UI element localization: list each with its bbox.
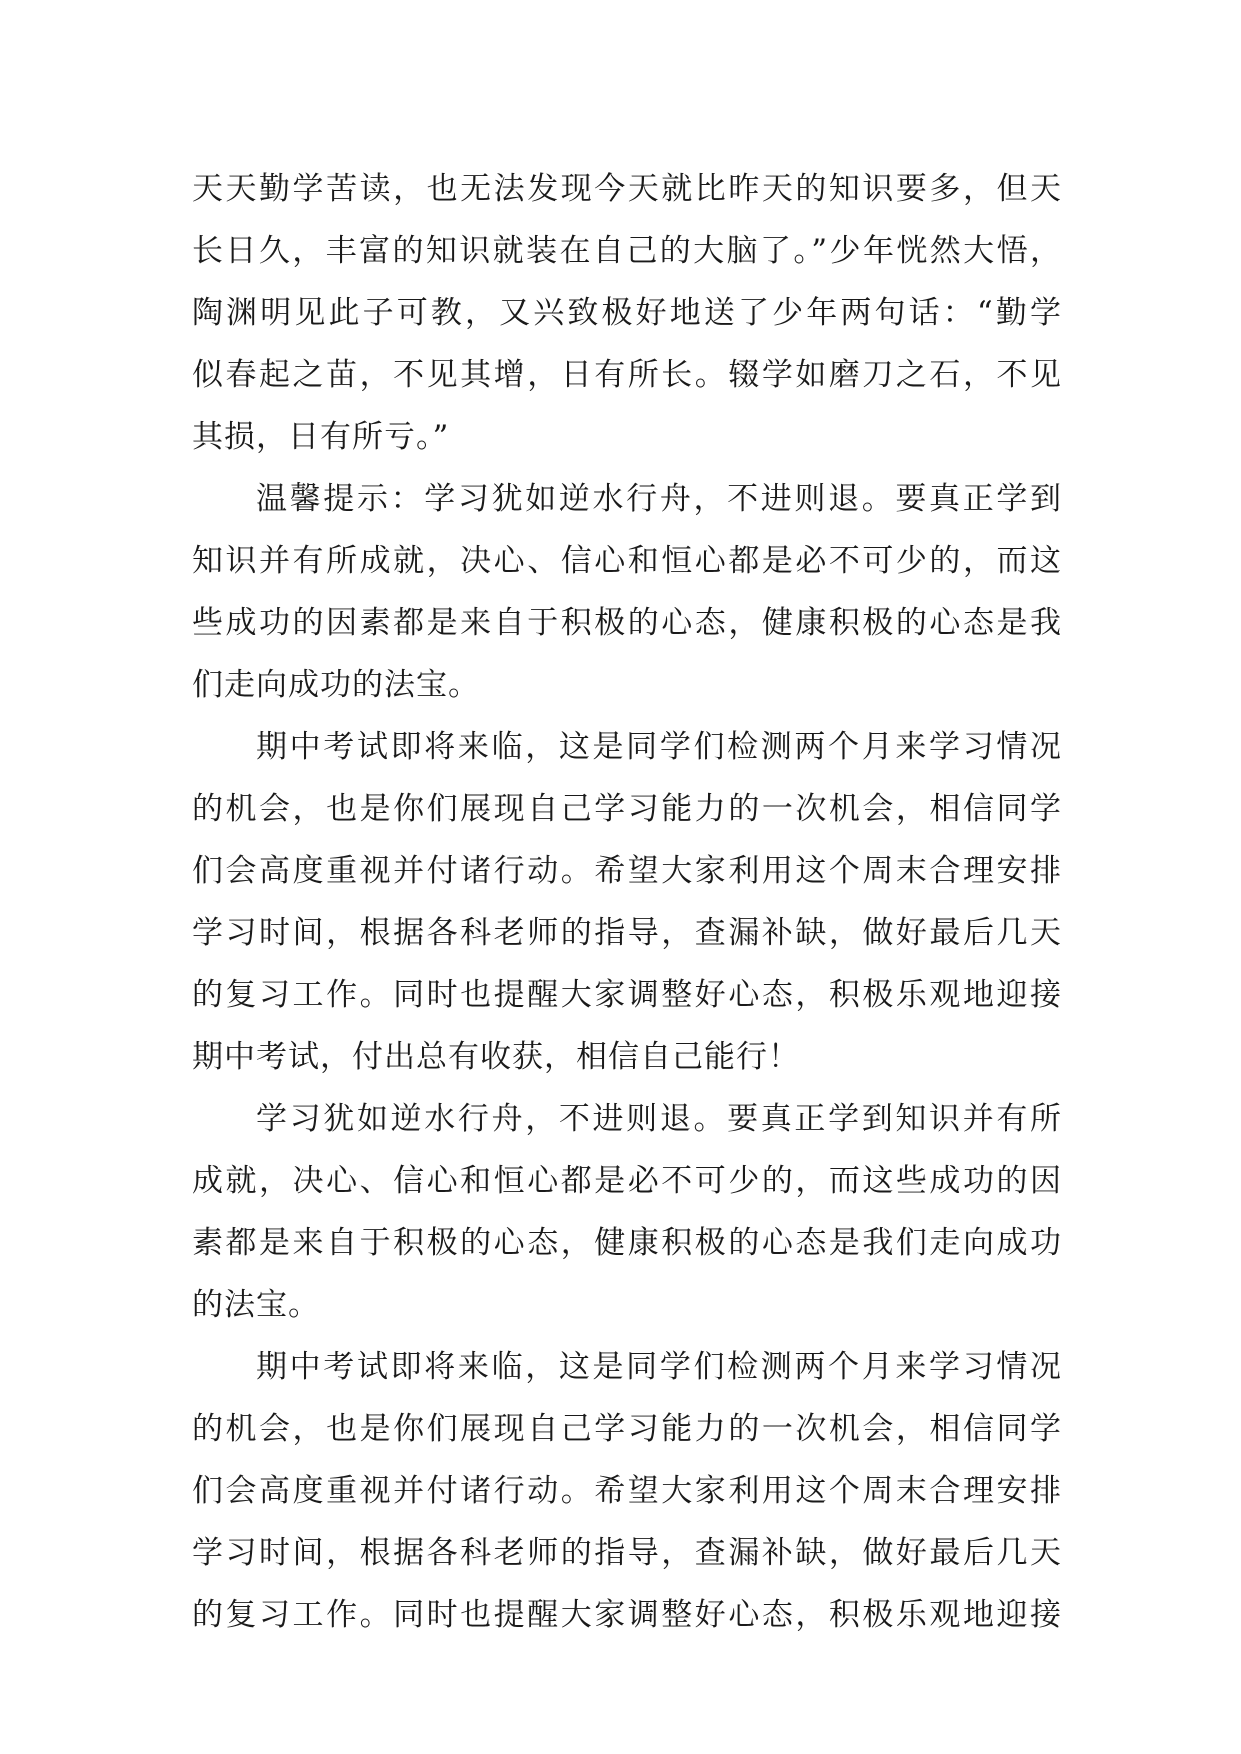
text-line: 们会高度重视并付诸行动。希望大家利用这个周末合理安排 — [192, 1473, 1062, 1509]
text-line: 期中考试，付出总有收获，相信自己能行！ — [192, 1039, 800, 1075]
text-line: 的复习工作。同时也提醒大家调整好心态，积极乐观地迎接 — [192, 1597, 1062, 1633]
text-line: 素都是来自于积极的心态，健康积极的心态是我们走向成功 — [192, 1225, 1062, 1261]
text-line: 们走向成功的法宝。 — [192, 667, 480, 703]
text-line: 些成功的因素都是来自于积极的心态，健康积极的心态是我 — [192, 605, 1062, 641]
text-line: 学习犹如逆水行舟，不进则退。要真正学到知识并有所 — [256, 1101, 1062, 1137]
text-line: 其损，日有所亏。” — [192, 419, 450, 455]
text-line: 们会高度重视并付诸行动。希望大家利用这个周末合理安排 — [192, 853, 1062, 889]
text-line: 天天勤学苦读，也无法发现今天就比昨天的知识要多，但天 — [192, 171, 1062, 207]
text-line: 期中考试即将来临，这是同学们检测两个月来学习情况 — [256, 729, 1062, 765]
text-line: 温馨提示：学习犹如逆水行舟，不进则退。要真正学到 — [256, 481, 1062, 517]
text-line: 的机会，也是你们展现自己学习能力的一次机会，相信同学 — [192, 791, 1062, 827]
text-line: 知识并有所成就，决心、信心和恒心都是必不可少的，而这 — [192, 543, 1062, 579]
text-line: 的复习工作。同时也提醒大家调整好心态，积极乐观地迎接 — [192, 977, 1062, 1013]
text-line: 学习时间，根据各科老师的指导，查漏补缺，做好最后几天 — [192, 1535, 1062, 1571]
text-line: 陶渊明见此子可教，又兴致极好地送了少年两句话：“勤学 — [192, 295, 1062, 331]
text-line: 的机会，也是你们展现自己学习能力的一次机会，相信同学 — [192, 1411, 1062, 1447]
text-line: 期中考试即将来临，这是同学们检测两个月来学习情况 — [256, 1349, 1062, 1385]
text-line: 学习时间，根据各科老师的指导，查漏补缺，做好最后几天 — [192, 915, 1062, 951]
text-line: 似春起之苗，不见其增，日有所长。辍学如磨刀之石，不见 — [192, 357, 1062, 393]
text-line: 成就，决心、信心和恒心都是必不可少的，而这些成功的因 — [192, 1163, 1062, 1199]
text-line: 的法宝。 — [192, 1287, 320, 1323]
document-body — [192, 158, 1062, 1646]
text-line: 长日久，丰富的知识就装在自己的大脑了。”少年恍然大悟， — [192, 233, 1062, 269]
